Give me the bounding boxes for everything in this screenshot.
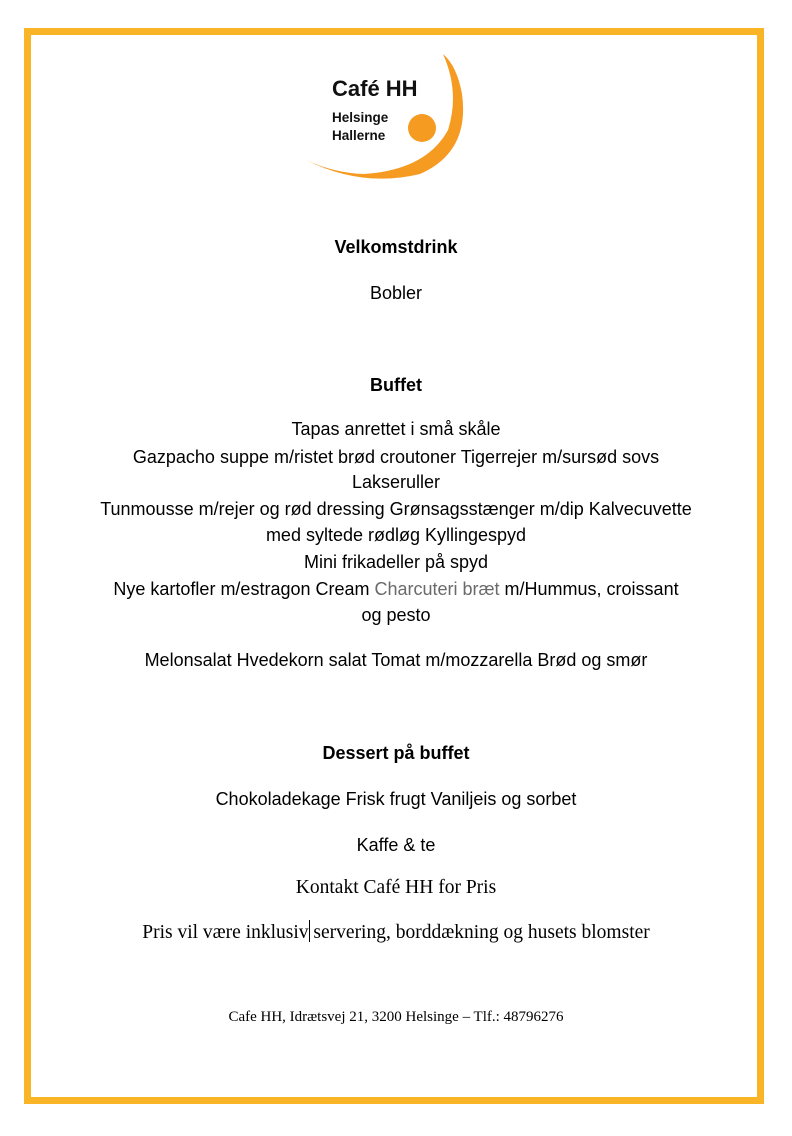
price-note-end: servering, borddækning og husets blomster xyxy=(308,922,650,943)
logo-title: Café HH xyxy=(332,76,418,101)
dessert-item: Chokoladekage Frisk frugt Vaniljeis og sorbet xyxy=(215,789,577,809)
coffee-item: Kaffe & te xyxy=(356,835,436,855)
buffet-line: Tunmousse m/rejer og rød dressing Grønsagsstænger m/dip Kalvecuvette xyxy=(100,499,692,519)
buffet-line7-end: m/Hummus, croissant xyxy=(499,579,679,599)
contact-line: Kontakt Café HH for Pris xyxy=(295,877,497,898)
buffet-line: Mini frikadeller på spyd xyxy=(303,552,489,572)
welcome-drink-heading: Velkomstdrink xyxy=(334,237,458,257)
price-note xyxy=(0,920,792,946)
logo-sun-dot xyxy=(408,114,436,142)
logo-subtitle-line2: Hallerne xyxy=(332,128,386,143)
buffet-line: Melonsalat Hvedekorn salat Tomat m/mozzarella Brød og smør xyxy=(144,650,648,670)
buffet-line7-start: Nye kartofler m/estragon Cream xyxy=(113,579,375,599)
buffet-line: Gazpacho suppe m/ristet brød croutoner Tigerrejer m/sursød sovs xyxy=(132,447,660,467)
welcome-drink-item: Bobler xyxy=(369,283,423,303)
buffet-line: med syltede rødløg Kyllingespyd xyxy=(265,525,527,545)
buffet-line: Tapas anrettet i små skåle xyxy=(291,419,501,439)
dessert-heading: Dessert på buffet xyxy=(322,743,470,763)
buffet-heading: Buffet xyxy=(370,375,422,395)
buffet-line-with-highlight xyxy=(0,576,792,602)
buffet-line: og pesto xyxy=(361,605,431,625)
cafe-logo xyxy=(302,52,472,184)
logo-subtitle-line1: Helsinge xyxy=(332,110,389,125)
price-note-start: Pris vil være inklusiv xyxy=(142,922,309,943)
footer-address: Cafe HH, Idrætsvej 21, 3200 Helsinge – Tlf.: 48796276 xyxy=(228,1009,564,1025)
charcuteri-highlight: Charcuteri bræt xyxy=(374,579,500,599)
buffet-line: Lakseruller xyxy=(351,472,441,492)
